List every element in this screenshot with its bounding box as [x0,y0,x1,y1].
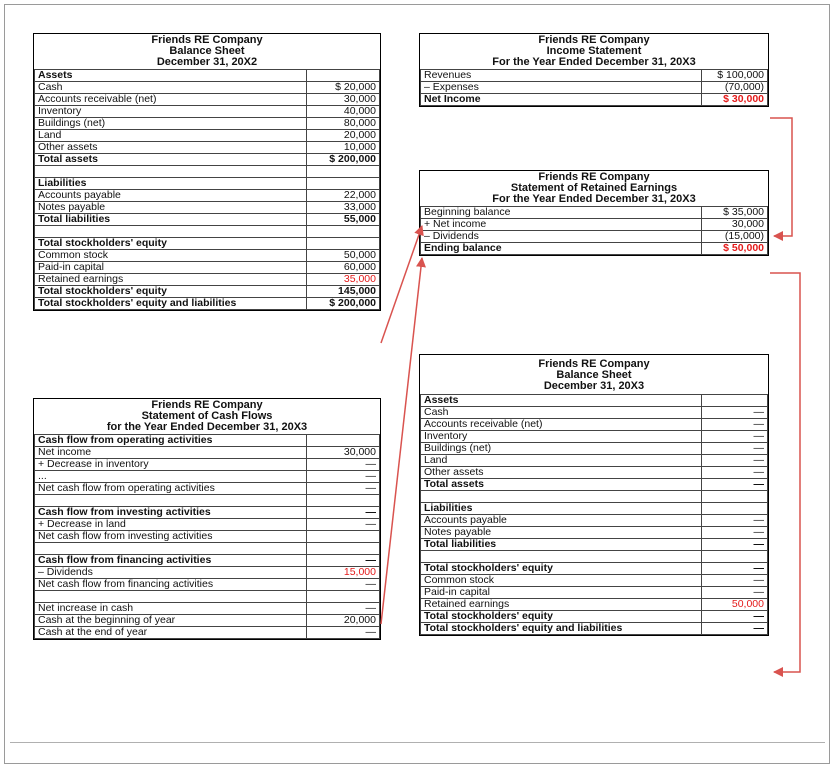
line-item-amount: — [702,611,768,623]
statement-date: For the Year Ended December 31, 20X3 [492,56,696,68]
line-item-label: Other assets [421,467,702,479]
line-item-label: Buildings (net) [421,443,702,455]
line-item-label: Net Income [421,94,702,106]
line-item-amount: $ 50,000 [702,243,768,255]
line-item-amount: 60,000 [307,262,380,274]
line-item-amount: 30,000 [307,94,380,106]
line-item-label: Accounts payable [421,515,702,527]
company-name: Friends RE Company [538,171,650,183]
line-item-amount: — [702,515,768,527]
line-item-label: Notes payable [421,527,702,539]
line-item-amount: $ 100,000 [702,70,768,82]
line-item-label: Cash flow from operating activities [35,435,307,447]
line-item-amount: 33,000 [307,202,380,214]
line-item-label: Notes payable [35,202,307,214]
line-item-amount: — [307,627,380,639]
line-item-amount: 55,000 [307,214,380,226]
line-item-label: Other assets [35,142,307,154]
line-item-amount: 50,000 [702,599,768,611]
statement-title: Income Statement [546,45,642,57]
arrow-net-income-to-retained-earnings [770,118,792,236]
arrow-ending-balance-to-balance-sheet [770,273,800,672]
line-item-amount: — [702,623,768,635]
line-item-amount: 30,000 [702,219,768,231]
line-item-label: Total stockholders' equity and liabilities [421,623,702,635]
line-item-amount: — [702,443,768,455]
line-item-label: – Dividends [35,567,307,579]
line-item-label: Buildings (net) [35,118,307,130]
line-item-label: Land [35,130,307,142]
line-item-amount: — [702,563,768,575]
statement-date: For the Year Ended December 31, 20X3 [492,193,696,205]
line-item-label: Cash flow from financing activities [35,555,307,567]
line-item-amount: 20,000 [307,130,380,142]
line-item-label: Net income [35,447,307,459]
line-item-amount: 30,000 [307,447,380,459]
line-item-label: Cash at the beginning of year [35,615,307,627]
arrow-dividends-to-retained-earnings [381,258,422,624]
line-item-amount: 50,000 [307,250,380,262]
company-name: Friends RE Company [538,358,650,370]
line-item-label: Common stock [421,575,702,587]
company-name: Friends RE Company [151,399,263,411]
line-item-label: + Net income [421,219,702,231]
line-item-label: Total liabilities [35,214,307,226]
line-item-amount: — [702,539,768,551]
line-item-label: Paid-in capital [421,587,702,599]
line-item-label: + Decrease in land [35,519,307,531]
line-item-label: Inventory [35,106,307,118]
line-item-label: Inventory [421,431,702,443]
statement-date: December 31, 20X3 [543,380,645,392]
line-item-amount: — [307,555,380,567]
line-item-amount: $ 35,000 [702,207,768,219]
line-item-label: Accounts receivable (net) [35,94,307,106]
line-item-label: Net increase in cash [35,603,307,615]
line-item-amount: — [702,419,768,431]
line-item-label: Net cash flow from operating activities [35,483,307,495]
line-item-amount: — [702,407,768,419]
line-item-label: Retained earnings [421,599,702,611]
statement-date: December 31, 20X2 [156,56,258,68]
line-item-label: Cash [35,82,307,94]
line-item-amount: 20,000 [307,615,380,627]
line-item-amount: — [702,431,768,443]
line-item-label: Total assets [35,154,307,166]
line-item-label: Paid-in capital [35,262,307,274]
line-item-label: Land [421,455,702,467]
line-item-label: Revenues [421,70,702,82]
statement-title: Statement of Cash Flows [141,410,273,422]
line-item-label: Net cash flow from financing activities [35,579,307,591]
arrow-retained-earnings-to-beginning-balance [381,226,422,343]
statement-title: Statement of Retained Earnings [510,182,678,194]
line-item-amount: 15,000 [307,567,380,579]
line-item-label: Net cash flow from investing activities [35,531,307,543]
line-item-amount: — [307,603,380,615]
line-item-amount: — [307,519,380,531]
line-item-label: Beginning balance [421,207,702,219]
line-item-label: Liabilities [35,178,307,190]
statement-title: Balance Sheet [169,45,245,57]
line-item-amount: — [702,455,768,467]
line-item-label: ... [35,471,307,483]
line-item-amount: — [307,459,380,471]
line-item-amount: — [702,587,768,599]
line-item-amount: 40,000 [307,106,380,118]
line-item-amount: $ 200,000 [307,298,380,310]
line-item-label: Total stockholders' equity [421,563,702,575]
line-item-label: Assets [421,395,702,407]
line-item-amount: 10,000 [307,142,380,154]
line-item-label: Ending balance [421,243,702,255]
line-item-amount: — [702,467,768,479]
line-item-amount: 22,000 [307,190,380,202]
line-item-label: + Decrease in inventory [35,459,307,471]
line-item-amount: 35,000 [307,274,380,286]
line-item-label: Total stockholders' equity [421,611,702,623]
line-item-label: Total stockholders' equity [35,286,307,298]
line-item-amount: (70,000) [702,82,768,94]
line-item-amount: 145,000 [307,286,380,298]
line-item-label: – Expenses [421,82,702,94]
line-item-label: Accounts payable [35,190,307,202]
line-item-amount: $ 20,000 [307,82,380,94]
line-item-label: Total assets [421,479,702,491]
line-item-amount: — [307,471,380,483]
company-name: Friends RE Company [538,34,650,46]
line-item-amount: — [702,575,768,587]
line-item-label: Total stockholders' equity and liabilities [35,298,307,310]
line-item-amount: (15,000) [702,231,768,243]
line-item-label: Accounts receivable (net) [421,419,702,431]
line-item-label: Total stockholders' equity [35,238,307,250]
line-item-label: – Dividends [421,231,702,243]
line-item-amount: — [307,579,380,591]
line-item-amount: 80,000 [307,118,380,130]
line-item-label: Common stock [35,250,307,262]
statement-title: Balance Sheet [556,369,632,381]
line-item-label: Cash [421,407,702,419]
line-item-label: Retained earnings [35,274,307,286]
line-item-label: Assets [35,70,307,82]
line-item-label: Cash flow from investing activities [35,507,307,519]
line-item-label: Total liabilities [421,539,702,551]
statement-date: for the Year Ended December 31, 20X3 [106,421,308,433]
line-item-label: Cash at the end of year [35,627,307,639]
line-item-amount: $ 200,000 [307,154,380,166]
line-item-amount: — [307,507,380,519]
line-item-amount: $ 30,000 [702,94,768,106]
company-name: Friends RE Company [151,34,263,46]
line-item-amount: — [702,479,768,491]
line-item-amount: — [702,527,768,539]
line-item-amount: — [307,483,380,495]
line-item-label: Liabilities [421,503,702,515]
